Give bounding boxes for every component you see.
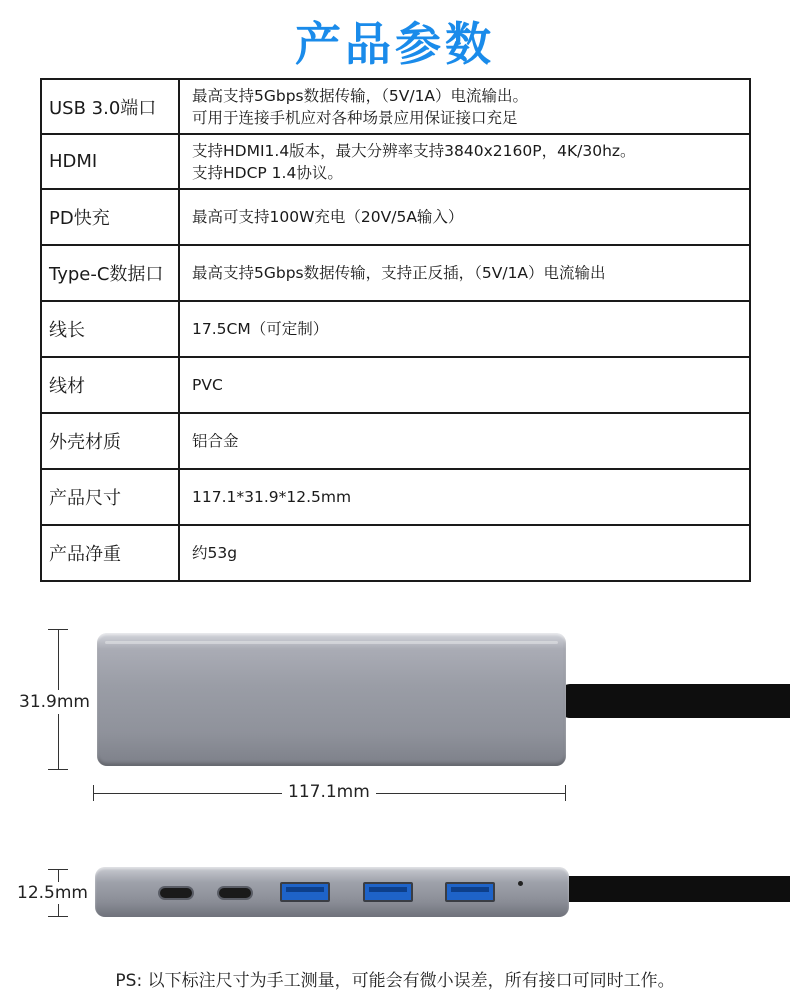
table-row [41, 189, 750, 245]
spec-value-line: 可用于连接手机应对各种场景应用保证接口充足 [192, 108, 518, 127]
measurement-note: PS: 以下标注尺寸为手工测量，可能会有微小误差，所有接口可同时工作。 [115, 971, 675, 991]
usb-a-port-icon [363, 882, 413, 902]
table-row [41, 525, 750, 581]
height-dimension-tick [48, 769, 68, 770]
usb-a-port-icon [445, 882, 495, 902]
table-row [41, 469, 750, 525]
spec-value-line: 支持HDCP 1.4协议。 [192, 163, 343, 182]
spec-value: PVC [179, 357, 750, 413]
spec-value: 17.5CM（可定制） [179, 301, 750, 357]
spec-label: 线长 [41, 301, 179, 357]
spec-value [179, 134, 750, 189]
spec-label: USB 3.0端口 [41, 79, 179, 134]
spec-value: 约53g [179, 525, 750, 581]
page-title: 产品参数 [295, 17, 495, 71]
height-dimension-label: 31.9mm [19, 692, 90, 712]
spec-label: PD快充 [41, 189, 179, 245]
spec-label: 外壳材质 [41, 413, 179, 469]
table-row [41, 301, 750, 357]
spec-value: 117.1*31.9*12.5mm [179, 469, 750, 525]
spec-table [40, 78, 751, 582]
thickness-dimension-tick [48, 916, 68, 917]
spec-label: HDMI [41, 134, 179, 189]
spec-value: 铝合金 [179, 413, 750, 469]
table-row [41, 79, 750, 134]
height-dimension-tick [48, 629, 68, 630]
thickness-dimension-label: 12.5mm [17, 883, 88, 903]
spec-label: Type-C数据口 [41, 245, 179, 301]
hub-top-view-image [97, 633, 566, 766]
spec-value: 最高支持5Gbps数据传输，支持正反插，（5V/1A）电流输出 [179, 245, 750, 301]
usb-c-port-icon [158, 886, 194, 900]
table-row [41, 357, 750, 413]
spec-value-line: 支持HDMI1.4版本，最大分辨率支持3840x2160P，4K/30hz。 [192, 141, 636, 160]
usb-a-port-icon [280, 882, 330, 902]
cable-image [560, 684, 790, 718]
table-row [41, 413, 750, 469]
spec-label: 产品净重 [41, 525, 179, 581]
usb-c-port-icon [217, 886, 253, 900]
cable-image [560, 876, 790, 902]
spec-value: 最高可支持100W充电（20V/5A输入） [179, 189, 750, 245]
spec-label: 线材 [41, 357, 179, 413]
length-dimension-tick [93, 785, 94, 801]
spec-value [179, 79, 750, 134]
spec-label: 产品尺寸 [41, 469, 179, 525]
spec-value-line: 最高支持5Gbps数据传输，（5V/1A）电流输出。 [192, 86, 529, 105]
table-row [41, 245, 750, 301]
table-row [41, 134, 750, 189]
thickness-dimension-tick [48, 869, 68, 870]
length-dimension-tick [565, 785, 566, 801]
led-indicator-icon [518, 881, 523, 886]
length-dimension-label: 117.1mm [282, 782, 376, 802]
